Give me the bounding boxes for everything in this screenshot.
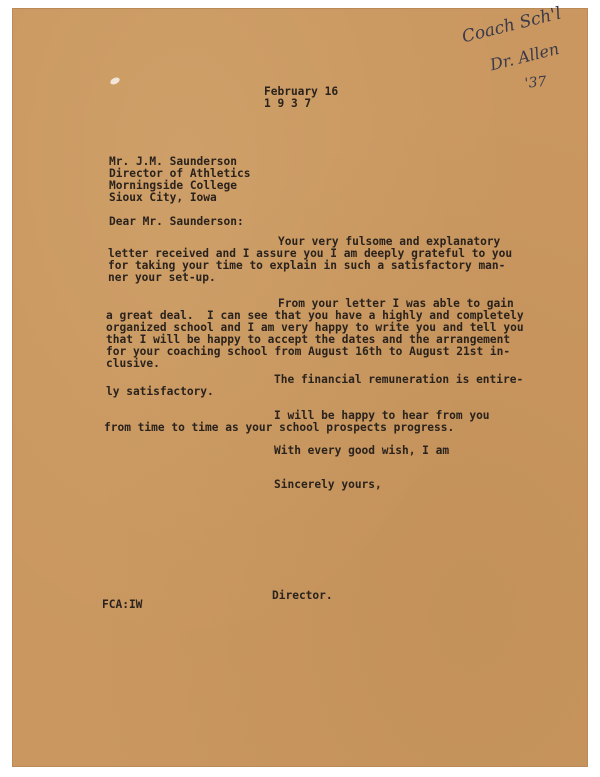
paragraph-2-line: a great deal. I can see that you have a highly and completely [106,309,524,322]
date-year: 1 9 3 7 [264,97,312,110]
reference-initials: FCA:IW [102,598,143,611]
recipient-name: Mr. J.M. Saunderson [109,155,237,168]
handwritten-note-line3: '37 [524,73,548,92]
paragraph-2-line: that I will be happy to accept the dates and the arrangement [106,333,511,346]
handwritten-note-line2: Dr. Allen [488,38,561,75]
recipient-title: Director of Athletics [109,167,251,180]
paragraph-1-line: Your very fulsome and explanatory [278,235,501,248]
paragraph-3-line: The financial remuneration is entire- [274,373,524,386]
signature-title: Director. [272,589,333,602]
paragraph-3-line: ly satisfactory. [106,385,214,398]
date-month-day: February 16 [264,85,339,98]
closing-signoff: Sincerely yours, [274,478,382,491]
paragraph-4-line: I will be happy to hear from you [274,409,490,422]
handwritten-note-line1: Coach Sch'l [460,3,564,48]
salutation: Dear Mr. Saunderson: [109,215,244,228]
paper-blemish [109,76,121,86]
paragraph-1-line: for taking your time to explain in such a satisfactory man- [108,259,506,272]
paragraph-2-line: clusive. [106,357,160,370]
paragraph-2-line: for your coaching school from August 16th to August 21st in- [106,345,511,358]
paragraph-1-line: ner your set-up. [108,271,216,284]
closing-wish: With every good wish, I am [274,444,450,457]
paragraph-2-line: organized school and I am very happy to write you and tell you [106,321,524,334]
paragraph-4-line: from time to time as your school prospects progress. [104,421,455,434]
recipient-institution: Morningside College [109,179,237,192]
recipient-city: Sioux City, Iowa [109,191,217,204]
letter-sheet [12,3,588,767]
paragraph-2-line: From your letter I was able to gain [278,297,514,310]
paragraph-1-line: letter received and I assure you I am deeply grateful to you [108,247,513,260]
